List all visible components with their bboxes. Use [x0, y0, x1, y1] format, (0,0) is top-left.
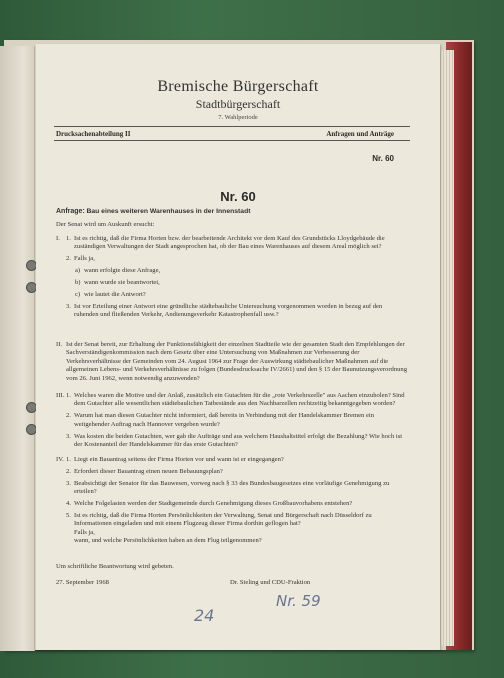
- document-title: Bremische Bürgerschaft: [157, 78, 319, 95]
- item-number: 1.: [66, 235, 71, 242]
- list-item: [56, 529, 408, 537]
- item-number: 3.: [66, 432, 71, 440]
- subject-line: [56, 208, 408, 216]
- left-page-margin: [0, 46, 35, 651]
- subitem-letter: a): [75, 267, 81, 275]
- item-text: wann, und welche Persönlichkeiten haben an dem Flug teilgenommen?: [74, 537, 262, 545]
- list-item: [56, 303, 408, 320]
- item-text: Ist vor Erteilung einer Antwort eine gründliche städtebauliche Untersuchung vorgenommen worden in bezug auf den ruhenden und fließenden Verkehr, Andienungsverkehr Katastrophenfall usw.?: [74, 302, 383, 319]
- section-text: Ist der Senat bereit, zur Erhaltung der Funktionsfähigkeit der einzelnen Stadtteile wie der gesamten Stadt den Empfehlungen der Sachverständigenkommission nach dem Gesetz über eine Untersuchung von Maßnahmen zur Verbesserung der Verkehrsverhältnisse der Gemeinden vom 24. August 1964 zur Frage der Auswirkung städtebaulicher Maßnahmen auf die allgemeinen Lebens- und Verkehrsverhältnisse zu folgen (Bundesdrucksache IV/2661) und den § 15 der Baunutzungsverordnung vom 26. Juni 1962, wenn notwendig anzuwenden?: [66, 341, 408, 382]
- subitem-text: wann erfolgte diese Anfrage,: [84, 267, 161, 275]
- item-text: Welches waren die Motive und der Anlaß, zusätzlich ein Gutachten für die „rote Verkehrszelle" aus Aachen einzuholen? Sind dem Gutachter alle wesentlichen städtebaulichen Tatbestände aus den Nachbarzellen rechtzeitig bekanntgegeben worden?: [74, 392, 405, 408]
- list-item: [56, 255, 408, 263]
- item-text: Warum hat man diesen Gutachter nicht informiert, daß bereits in Verbindung mit der Handelskammer Bremen ein weitgehender Auftrag nach Hannover vergeben wurde?: [74, 412, 375, 428]
- item-text: Liegt ein Bauantrag seitens der Firma Horten vor und wann ist er eingegangen?: [74, 456, 284, 463]
- page-stack-edge: [438, 50, 454, 646]
- item-number: 2.: [66, 255, 71, 263]
- section-label: Drucksachenabteilung II: [56, 130, 131, 138]
- list-item: [56, 480, 408, 497]
- item-number: 2.: [66, 467, 71, 475]
- item-number: 2.: [66, 412, 71, 420]
- top-rule: [54, 126, 410, 127]
- item-text: Erfordert dieser Bauantrag einen neuen Bebauungsplan?: [74, 467, 223, 475]
- legislative-period: 7. Wahlperiode: [218, 114, 258, 121]
- subitem-letter: c): [75, 291, 81, 299]
- section-numeral: IV.: [56, 456, 64, 463]
- item-text: Was kosten die beiden Gutachten, wer gab die Aufträge und aus welchem Haushaltstitel erfolgt die Bezahlung? Wie hoch ist der Kostenanteil der Handelskammer für das erste Gutachten?: [74, 432, 403, 449]
- document-subtitle: Stadtbürgerschaft: [195, 97, 281, 111]
- item-number: 4.: [66, 500, 71, 508]
- list-item: [56, 433, 408, 450]
- subitem-letter: b): [75, 279, 81, 287]
- item-number: 5.: [66, 512, 71, 520]
- item-number: 3.: [66, 479, 71, 487]
- subject-label: Anfrage:: [56, 208, 85, 215]
- item-text: Falls ja,: [74, 528, 95, 536]
- document-number-heading: Nr. 60: [220, 189, 256, 204]
- section-i: [56, 235, 408, 320]
- document-page: [36, 44, 440, 650]
- list-subitem: [56, 267, 408, 275]
- item-number: 1.: [66, 456, 71, 463]
- intro-text: Der Senat wird um Auskunft ersucht:: [56, 221, 155, 228]
- list-item: [56, 500, 408, 508]
- closing-request: Um schriftliche Beantwortung wird gebeten.: [56, 563, 174, 570]
- section-ii: [56, 341, 408, 383]
- handwritten-note: Nr. 59: [276, 592, 321, 610]
- list-item: [56, 537, 408, 545]
- subitem-text: wann wurde sie beantwortet,: [84, 279, 160, 287]
- list-item: [56, 468, 408, 476]
- list-subitem: [56, 279, 408, 287]
- list-item: [56, 456, 408, 464]
- handwritten-note: 24: [194, 606, 215, 625]
- subject-title: Bau eines weiteren Warenhauses in der Innenstadt: [86, 208, 251, 215]
- document-number-top: Nr. 60: [372, 154, 394, 163]
- item-number: 1.: [66, 392, 71, 399]
- section-numeral: II.: [56, 341, 63, 348]
- section-numeral: I.: [56, 235, 60, 242]
- item-text: Falls ja,: [74, 255, 95, 263]
- signatories: Dr. Sieling und CDU-Fraktion: [230, 579, 311, 586]
- item-text: Beabsichtigt der Senator für das Bauwesen, vorweg nach § 33 des Bundesbaugesetzes eine vorläufige Genehmigung zu erteilen?: [74, 479, 390, 496]
- item-text: Ist es richtig, daß die Firma Horten bzw. der bearbeitende Architekt vor dem Kauf des Grundstücks Lloydgebäude die zuständigen Verwaltungen der Stadt angesprochen hat, ob der Bau eines Warenhauses auf diesem Areal möglich sei?: [74, 235, 385, 251]
- list-item: [56, 235, 408, 252]
- item-number: 3.: [66, 302, 71, 310]
- section-iv: [56, 456, 408, 546]
- document-date: 27. September 1968: [56, 579, 109, 586]
- list-item: [56, 392, 408, 409]
- list-item: [56, 412, 408, 429]
- list-item: [56, 512, 408, 529]
- bottom-rule: [54, 140, 410, 141]
- list-subitem: [56, 291, 408, 299]
- subitem-text: wie lautet die Antwort?: [84, 291, 146, 299]
- item-text: Welche Folgelasten werden der Stadtgemeinde durch Genehmigung dieses Großbauvorhabens entstehen?: [74, 500, 353, 508]
- category-label: Anfragen und Anträge: [326, 130, 394, 138]
- section-numeral: III.: [56, 392, 65, 399]
- item-text: Ist es richtig, daß die Firma Horten Persönlichkeiten der Verwaltung, Senat und Bürgerschaft nach Düsseldorf zu Informationen eingeladen und mit einem Flugzeug dieser Firma dorthin geflogen hat?: [74, 512, 372, 528]
- section-iii: [56, 392, 408, 449]
